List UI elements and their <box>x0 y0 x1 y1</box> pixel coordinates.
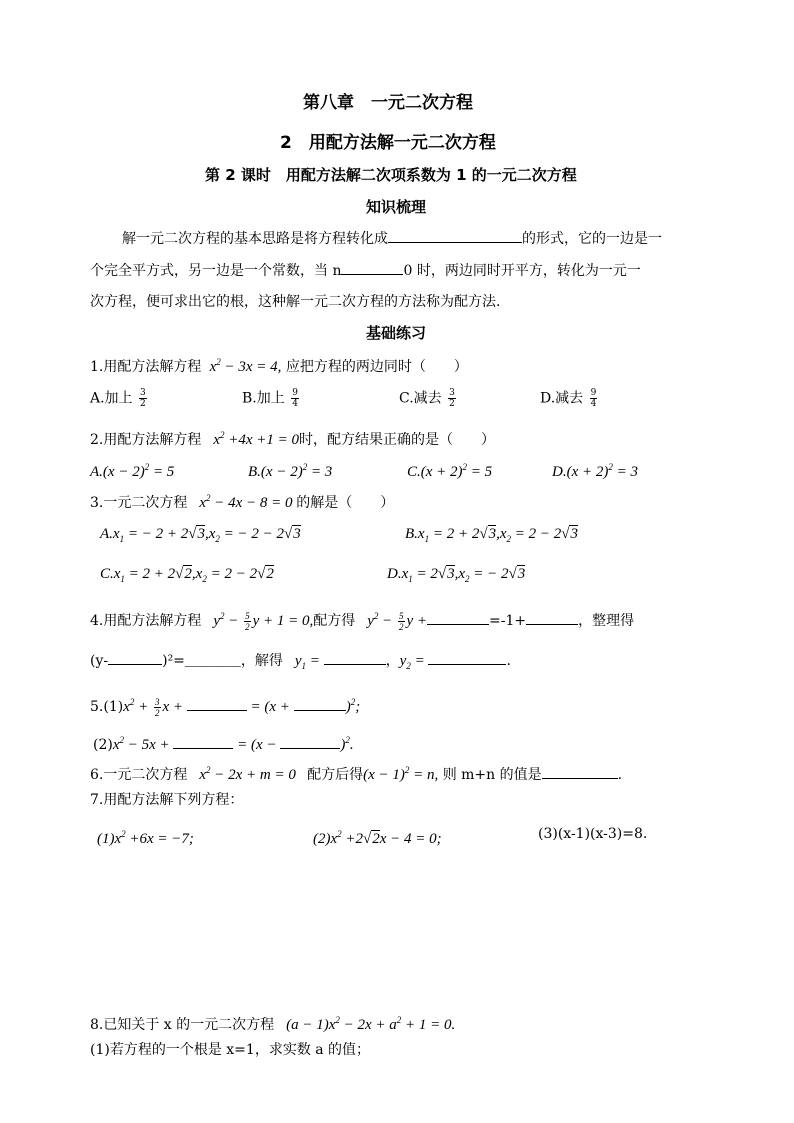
fraction: $\frac{3}{2}$ <box>449 388 455 409</box>
q1-option-a[interactable] <box>90 388 149 409</box>
question-8-stem <box>90 1010 455 1035</box>
q3-option-c[interactable]: $C.x_1 = 2 + 2√2,x_2 = 2 - 2√2$ <box>100 566 274 584</box>
q3-option-b[interactable]: $B.x_1 = 2 + 2√3,x_2 = 2 - 2√3$ <box>405 526 578 544</box>
q4-stem-text-3: =-1+ <box>489 613 527 629</box>
q7-part-2: $(2)x^2 +2√2x - 4 = 0$; <box>313 829 442 847</box>
q3-option-d[interactable]: $D.x_1 = 2√3,x_2$ = − 2√3 <box>387 566 526 584</box>
equation: $y_2$ = <box>399 653 429 671</box>
equation: $(a - 1)x^2 - 2x + a^2 + 1 = 0$. <box>278 1015 456 1033</box>
knowledge-text-2b: 0 时，两边同时开平方，转化为一元一 <box>403 263 641 279</box>
q2-option-a[interactable]: $A.(x - 2)^2 = 5$ <box>90 462 175 480</box>
answer-blank[interactable] <box>108 650 162 665</box>
question-4-line-2: (y- )²=＿＿＿＿，解得 $y_1$ = ，$y_2$ = . <box>90 650 511 676</box>
knowledge-line-2 <box>90 260 641 281</box>
q6-stem-text: 6.一元二次方程 <box>90 767 188 783</box>
q3-stem-text: 3.一元二次方程 <box>90 495 188 511</box>
answer-blank[interactable] <box>427 610 489 625</box>
answer-blank[interactable] <box>341 260 403 275</box>
equation: = (x − <box>233 737 281 753</box>
question-6-stem: 6.一元二次方程 $x^2 - 2x + m = 0$ 配方后得$(x - 1)^2 = n$, 则 m+n 的值是 . <box>90 765 623 783</box>
q2-option-b[interactable]: $B.(x - 2)^2 = 3$ <box>248 462 333 480</box>
equation: $x^2$ + $\frac{3}{2}$ x + <box>123 697 187 719</box>
equation: $x^2 - 4x - 8 = 0$ <box>191 493 297 511</box>
equation: $y^2$ − $\frac{5}{2}$ y + <box>359 611 428 633</box>
question-5-part-2 <box>93 730 354 755</box>
q4-stem-text-4: ，整理得 <box>578 613 635 629</box>
option-label: D.减去 <box>540 390 584 407</box>
section-title: 2 用配方法解一元二次方程 <box>280 133 496 153</box>
option-label: A.加上 <box>90 390 133 407</box>
q1-option-b[interactable] <box>242 388 301 409</box>
equation: )$^2$; <box>345 697 361 715</box>
equation: $(x - 1)^2 = n$, <box>363 765 439 783</box>
q4-line2-text-3: ， <box>385 653 400 669</box>
knowledge-text-1b: 的形式，它的一边是一 <box>522 231 662 247</box>
q4-stem-text: 4.用配方法解方程 <box>90 613 202 629</box>
knowledge-heading: 知识梳理 <box>366 198 427 216</box>
practice-heading: 基础练习 <box>366 324 427 342</box>
answer-blank[interactable] <box>187 696 247 711</box>
equation: $y_1$ = <box>287 653 324 671</box>
q5-label: (2) <box>93 737 113 753</box>
option-label: C.减去 <box>399 390 442 407</box>
q2-stem-text: 2.用配方法解方程 <box>90 432 202 448</box>
q2-option-d[interactable]: $D.(x + 2)^2 = 3$ <box>552 462 638 480</box>
question-7-stem: 7.用配方法解下列方程： <box>90 792 244 808</box>
q1-option-d[interactable] <box>540 388 599 409</box>
knowledge-text-1a: 解一元二次方程的基本思路是将方程转化成 <box>122 231 388 247</box>
q6-stem-text-3: 则 m+n 的值是 <box>442 767 542 783</box>
answer-blank[interactable] <box>428 650 506 665</box>
q3-stem-text-2: 的解是（ ） <box>296 495 395 511</box>
q2-stem-text-2: 时，配方结果正确的是（ ） <box>299 432 496 448</box>
answer-blank[interactable] <box>542 764 618 779</box>
q4-stem-text-2: 配方得 <box>313 613 356 629</box>
q5-label: 5.(1) <box>90 699 124 715</box>
question-2-stem <box>90 425 495 450</box>
fraction: $\frac{3}{2}$ <box>140 388 146 409</box>
equation: $x^2 - 2x + m = 0$ <box>191 765 308 783</box>
equation: $x^2 - 5x$ + <box>112 735 174 753</box>
answer-blank[interactable] <box>280 734 340 749</box>
q1-option-c[interactable] <box>399 388 458 409</box>
lesson-title: 第 2 课时 用配方法解二次项系数为 1 的一元二次方程 <box>205 166 577 184</box>
equation: = (x + <box>246 699 294 715</box>
question-1-stem <box>90 352 468 377</box>
chapter-title: 第八章 一元二次方程 <box>303 93 473 113</box>
knowledge-text-2a: 个完全平方式，另一边是一个常数，当 n <box>90 263 342 279</box>
q6-stem-text-2: 配方后得 <box>307 767 364 783</box>
answer-blank[interactable] <box>294 696 346 711</box>
q3-option-a[interactable]: $A.x_1$ = − $2 + 2√3,x_2$ = − 2 − 2√3 <box>100 526 301 544</box>
equation: )$^2$. <box>340 735 354 753</box>
answer-blank[interactable] <box>324 650 386 665</box>
q4-line2-text-2: )²=＿＿＿＿，解得 <box>162 653 283 669</box>
fraction: $\frac{9}{4}$ <box>292 388 298 409</box>
option-label: B.加上 <box>242 390 285 407</box>
fraction: $\frac{9}{4}$ <box>590 388 597 409</box>
q7-part-1: $(1)x^2 +6x = -7$; <box>97 829 194 847</box>
answer-blank[interactable] <box>388 228 522 243</box>
q4-line2-text: (y- <box>90 653 109 669</box>
answer-blank[interactable] <box>173 734 233 749</box>
question-5-part-1 <box>90 692 360 718</box>
question-4-stem <box>90 606 634 632</box>
q1-stem-text-2: 应把方程的两边同时（ ） <box>285 359 468 375</box>
question-3-stem <box>90 488 394 513</box>
equation: $x^2 +4x +1 = 0$ <box>205 430 300 448</box>
q8-stem-text: 8.已知关于 x 的一元二次方程 <box>90 1017 275 1033</box>
q7-part-3: (3)(x-1)(x-3)=8. <box>538 826 648 842</box>
q2-option-c[interactable]: $C.(x + 2)^2 = 5$ <box>407 462 493 480</box>
q1-stem-text: 1.用配方法解方程 <box>90 359 202 375</box>
answer-blank[interactable] <box>526 610 578 625</box>
knowledge-line-1 <box>122 228 662 249</box>
equation: $x^2 - 3x = 4$, <box>205 357 282 375</box>
knowledge-line-3: 次方程，便可求出它的根，这种解一元二次方程的方法称为配方法. <box>90 294 501 310</box>
q8-part-1: (1)若方程的一个根是 x=1，求实数 a 的值； <box>90 1042 371 1058</box>
equation: $y^2$ − $\frac{5}{2}$ y + 1 = 0, <box>205 611 314 633</box>
